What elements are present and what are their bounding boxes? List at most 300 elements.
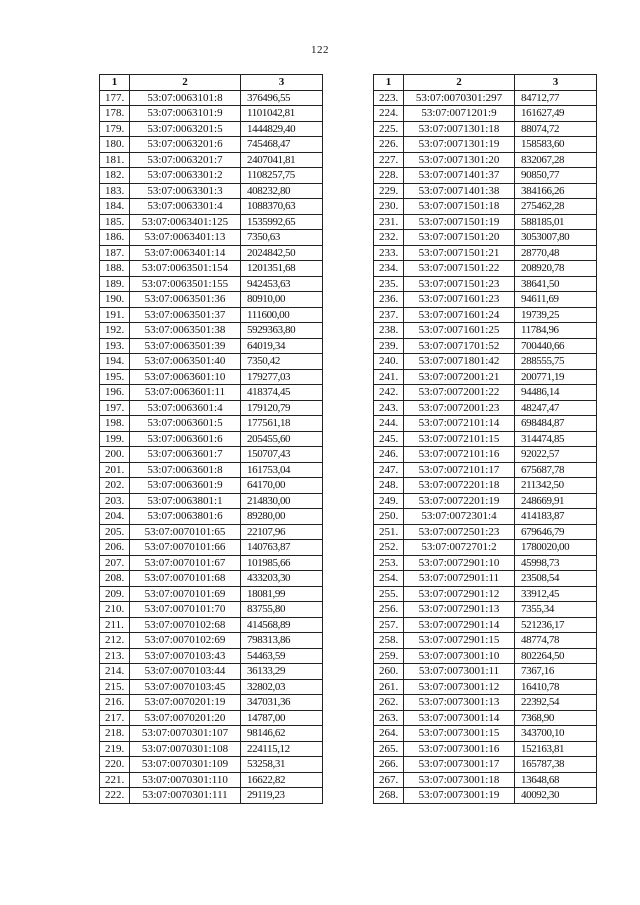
row-number: 195. <box>100 369 130 385</box>
table-row <box>100 276 323 292</box>
row-number: 264. <box>374 726 404 742</box>
value-cell: 1201351,68 <box>241 261 323 277</box>
row-number: 267. <box>374 772 404 788</box>
row-number: 262. <box>374 695 404 711</box>
cadastral-number: 53:07:0070301:111 <box>130 788 241 804</box>
table-row <box>374 385 597 401</box>
table-row <box>374 369 597 385</box>
table-row <box>374 478 597 494</box>
value-cell: 1088370,63 <box>241 199 323 215</box>
table-row <box>100 261 323 277</box>
table-row <box>100 168 323 184</box>
row-number: 254. <box>374 571 404 587</box>
row-number: 190. <box>100 292 130 308</box>
cadastral-number: 53:07:0070301:107 <box>130 726 241 742</box>
row-number: 253. <box>374 555 404 571</box>
value-cell: 343700,10 <box>515 726 597 742</box>
cadastral-number: 53:07:0071701:52 <box>404 338 515 354</box>
value-cell: 94486,14 <box>515 385 597 401</box>
table-row <box>100 447 323 463</box>
table-row <box>100 741 323 757</box>
cadastral-number: 53:07:0072901:14 <box>404 617 515 633</box>
cadastral-number: 53:07:0063101:9 <box>130 106 241 122</box>
row-number: 208. <box>100 571 130 587</box>
cadastral-number: 53:07:0070301:297 <box>404 90 515 106</box>
value-cell: 832067,28 <box>515 152 597 168</box>
value-cell: 347031,36 <box>241 695 323 711</box>
table-row <box>100 617 323 633</box>
row-number: 258. <box>374 633 404 649</box>
value-cell: 675687,78 <box>515 462 597 478</box>
row-number: 232. <box>374 230 404 246</box>
table-row <box>100 245 323 261</box>
value-cell: 98146,62 <box>241 726 323 742</box>
cadastral-number: 53:07:0073001:12 <box>404 679 515 695</box>
value-cell: 414183,87 <box>515 509 597 525</box>
cadastral-number: 53:07:0070102:69 <box>130 633 241 649</box>
cadastral-number: 53:07:0063801:6 <box>130 509 241 525</box>
cadastral-number: 53:07:0063501:154 <box>130 261 241 277</box>
value-cell: 179120,79 <box>241 400 323 416</box>
header-col-1: 1 <box>100 75 130 91</box>
value-cell: 53258,31 <box>241 757 323 773</box>
row-number: 229. <box>374 183 404 199</box>
table-row <box>100 602 323 618</box>
value-cell: 224115,12 <box>241 741 323 757</box>
cadastral-number: 53:07:0072901:12 <box>404 586 515 602</box>
cadastral-number: 53:07:0070201:19 <box>130 695 241 711</box>
cadastral-number: 53:07:0072001:23 <box>404 400 515 416</box>
table-row <box>374 106 597 122</box>
row-number: 188. <box>100 261 130 277</box>
value-cell: 418374,45 <box>241 385 323 401</box>
value-cell: 38641,50 <box>515 276 597 292</box>
cadastral-number: 53:07:0071501:19 <box>404 214 515 230</box>
value-cell: 16622,82 <box>241 772 323 788</box>
value-cell: 288555,75 <box>515 354 597 370</box>
value-cell: 588185,01 <box>515 214 597 230</box>
row-number: 203. <box>100 493 130 509</box>
row-number: 181. <box>100 152 130 168</box>
value-cell: 150707,43 <box>241 447 323 463</box>
table-row <box>374 292 597 308</box>
row-number: 178. <box>100 106 130 122</box>
table-row <box>100 400 323 416</box>
cadastral-number: 53:07:0072901:11 <box>404 571 515 587</box>
table-row <box>374 540 597 556</box>
cadastral-number: 53:07:0071201:9 <box>404 106 515 122</box>
table-row <box>100 416 323 432</box>
value-cell: 7368,90 <box>515 710 597 726</box>
row-number: 216. <box>100 695 130 711</box>
table-row <box>100 726 323 742</box>
table-row <box>100 431 323 447</box>
row-number: 184. <box>100 199 130 215</box>
cadastral-number: 53:07:0072001:21 <box>404 369 515 385</box>
value-cell: 1780020,00 <box>515 540 597 556</box>
cadastral-number: 53:07:0063601:9 <box>130 478 241 494</box>
value-cell: 7367,16 <box>515 664 597 680</box>
table-row <box>374 602 597 618</box>
table-row <box>374 261 597 277</box>
header-col-2: 2 <box>404 75 515 91</box>
row-number: 233. <box>374 245 404 261</box>
value-cell: 1108257,75 <box>241 168 323 184</box>
cadastral-number: 53:07:0071601:24 <box>404 307 515 323</box>
value-cell: 2407041,81 <box>241 152 323 168</box>
table-row <box>374 168 597 184</box>
value-cell: 33912,45 <box>515 586 597 602</box>
cadastral-number: 53:07:0063201:6 <box>130 137 241 153</box>
cadastral-number: 53:07:0063501:40 <box>130 354 241 370</box>
cadastral-number: 53:07:0063401:125 <box>130 214 241 230</box>
table-row <box>100 183 323 199</box>
table-row <box>374 493 597 509</box>
row-number: 255. <box>374 586 404 602</box>
cadastral-number: 53:07:0072101:16 <box>404 447 515 463</box>
table-row <box>100 679 323 695</box>
row-number: 237. <box>374 307 404 323</box>
row-number: 228. <box>374 168 404 184</box>
cadastral-number: 53:07:0063601:6 <box>130 431 241 447</box>
value-cell: 80910,00 <box>241 292 323 308</box>
value-cell: 29119,23 <box>241 788 323 804</box>
value-cell: 408232,80 <box>241 183 323 199</box>
table-row <box>374 152 597 168</box>
row-number: 202. <box>100 478 130 494</box>
value-cell: 48247,47 <box>515 400 597 416</box>
cadastral-number: 53:07:0063501:36 <box>130 292 241 308</box>
cadastral-number: 53:07:0063301:3 <box>130 183 241 199</box>
table-row <box>374 788 597 804</box>
cadastral-number: 53:07:0063501:38 <box>130 323 241 339</box>
row-number: 224. <box>374 106 404 122</box>
table-row <box>100 524 323 540</box>
table-row <box>100 199 323 215</box>
value-cell: 111600,00 <box>241 307 323 323</box>
page-number: 122 <box>311 44 329 56</box>
row-number: 268. <box>374 788 404 804</box>
value-cell: 275462,28 <box>515 199 597 215</box>
value-cell: 92022,57 <box>515 447 597 463</box>
value-cell: 208920,78 <box>515 261 597 277</box>
row-number: 200. <box>100 447 130 463</box>
row-number: 239. <box>374 338 404 354</box>
value-cell: 22107,96 <box>241 524 323 540</box>
value-cell: 5929363,80 <box>241 323 323 339</box>
value-cell: 679646,79 <box>515 524 597 540</box>
cadastral-number: 53:07:0063101:8 <box>130 90 241 106</box>
table-row <box>374 524 597 540</box>
cadastral-number: 53:07:0063601:10 <box>130 369 241 385</box>
cadastral-number: 53:07:0070101:70 <box>130 602 241 618</box>
value-cell: 101985,66 <box>241 555 323 571</box>
cadastral-number: 53:07:0072101:14 <box>404 416 515 432</box>
value-cell: 7350,63 <box>241 230 323 246</box>
cadastral-number: 53:07:0072201:18 <box>404 478 515 494</box>
cadastral-number: 53:07:0070101:67 <box>130 555 241 571</box>
value-cell: 16410,78 <box>515 679 597 695</box>
cadastral-number: 53:07:0072201:19 <box>404 493 515 509</box>
row-number: 245. <box>374 431 404 447</box>
cadastral-number: 53:07:0063601:4 <box>130 400 241 416</box>
row-number: 260. <box>374 664 404 680</box>
header-col-3: 3 <box>241 75 323 91</box>
value-cell: 3053007,80 <box>515 230 597 246</box>
cadastral-number: 53:07:0070102:68 <box>130 617 241 633</box>
table-row <box>374 664 597 680</box>
value-cell: 19739,25 <box>515 307 597 323</box>
row-number: 241. <box>374 369 404 385</box>
cadastral-number: 53:07:0071501:20 <box>404 230 515 246</box>
row-number: 198. <box>100 416 130 432</box>
value-cell: 13648,68 <box>515 772 597 788</box>
row-number: 265. <box>374 741 404 757</box>
row-number: 259. <box>374 648 404 664</box>
value-cell: 64019,34 <box>241 338 323 354</box>
cadastral-number: 53:07:0071301:18 <box>404 121 515 137</box>
cadastral-number: 53:07:0073001:16 <box>404 741 515 757</box>
table-row <box>374 137 597 153</box>
cadastral-number: 53:07:0071501:23 <box>404 276 515 292</box>
row-number: 194. <box>100 354 130 370</box>
cadastral-number: 53:07:0073001:18 <box>404 772 515 788</box>
table-row <box>374 462 597 478</box>
table-row <box>374 695 597 711</box>
row-number: 185. <box>100 214 130 230</box>
cadastral-number: 53:07:0072301:4 <box>404 509 515 525</box>
value-cell: 64170,00 <box>241 478 323 494</box>
row-number: 222. <box>100 788 130 804</box>
row-number: 230. <box>374 199 404 215</box>
table-row <box>100 555 323 571</box>
cadastral-number: 53:07:0073001:19 <box>404 788 515 804</box>
value-cell: 161753,04 <box>241 462 323 478</box>
value-cell: 1444829,40 <box>241 121 323 137</box>
cadastral-number: 53:07:0071301:20 <box>404 152 515 168</box>
row-number: 261. <box>374 679 404 695</box>
cadastral-number: 53:07:0073001:13 <box>404 695 515 711</box>
row-number: 186. <box>100 230 130 246</box>
row-number: 263. <box>374 710 404 726</box>
table-row <box>374 245 597 261</box>
table-row <box>374 586 597 602</box>
table-row <box>374 323 597 339</box>
table-row <box>374 633 597 649</box>
table-row <box>100 633 323 649</box>
cadastral-number: 53:07:0070101:66 <box>130 540 241 556</box>
cadastral-number: 53:07:0072701:2 <box>404 540 515 556</box>
value-cell: 211342,50 <box>515 478 597 494</box>
row-number: 244. <box>374 416 404 432</box>
value-cell: 83755,80 <box>241 602 323 618</box>
row-number: 205. <box>100 524 130 540</box>
table-row <box>374 307 597 323</box>
cadastral-number: 53:07:0072901:13 <box>404 602 515 618</box>
cadastral-number: 53:07:0070101:69 <box>130 586 241 602</box>
table-row <box>100 571 323 587</box>
table-row <box>100 137 323 153</box>
value-cell: 214830,00 <box>241 493 323 509</box>
row-number: 217. <box>100 710 130 726</box>
cadastral-number: 53:07:0073001:15 <box>404 726 515 742</box>
row-number: 251. <box>374 524 404 540</box>
table-row <box>374 555 597 571</box>
table-row <box>100 772 323 788</box>
cadastral-number: 53:07:0071301:19 <box>404 137 515 153</box>
table-row <box>374 276 597 292</box>
table-row <box>374 648 597 664</box>
cadastral-number: 53:07:0073001:11 <box>404 664 515 680</box>
value-cell: 165787,38 <box>515 757 597 773</box>
cadastral-number: 53:07:0063501:39 <box>130 338 241 354</box>
cadastral-number: 53:07:0063501:37 <box>130 307 241 323</box>
cadastral-number: 53:07:0072901:15 <box>404 633 515 649</box>
row-number: 207. <box>100 555 130 571</box>
row-number: 212. <box>100 633 130 649</box>
cadastral-number: 53:07:0073001:10 <box>404 648 515 664</box>
row-number: 193. <box>100 338 130 354</box>
cadastral-number: 53:07:0063801:1 <box>130 493 241 509</box>
value-cell: 376496,55 <box>241 90 323 106</box>
row-number: 220. <box>100 757 130 773</box>
cadastral-number: 53:07:0070103:45 <box>130 679 241 695</box>
table-row <box>374 757 597 773</box>
row-number: 210. <box>100 602 130 618</box>
value-cell: 1535992,65 <box>241 214 323 230</box>
row-number: 201. <box>100 462 130 478</box>
value-cell: 1101042,81 <box>241 106 323 122</box>
cadastral-number: 53:07:0072901:10 <box>404 555 515 571</box>
row-number: 180. <box>100 137 130 153</box>
table-row <box>100 462 323 478</box>
value-cell: 18081,99 <box>241 586 323 602</box>
value-cell: 802264,50 <box>515 648 597 664</box>
row-number: 177. <box>100 90 130 106</box>
cadastral-number: 53:07:0070103:43 <box>130 648 241 664</box>
row-number: 247. <box>374 462 404 478</box>
row-number: 235. <box>374 276 404 292</box>
value-cell: 89280,00 <box>241 509 323 525</box>
value-cell: 54463,59 <box>241 648 323 664</box>
cadastral-number: 53:07:0063201:7 <box>130 152 241 168</box>
value-cell: 700440,66 <box>515 338 597 354</box>
row-number: 213. <box>100 648 130 664</box>
row-number: 179. <box>100 121 130 137</box>
cadastral-number: 53:07:0070103:44 <box>130 664 241 680</box>
table-header-row <box>100 75 323 91</box>
row-number: 204. <box>100 509 130 525</box>
table-row <box>374 509 597 525</box>
value-cell: 11784,96 <box>515 323 597 339</box>
header-col-3: 3 <box>515 75 597 91</box>
cadastral-number: 53:07:0063601:8 <box>130 462 241 478</box>
value-cell: 32802,03 <box>241 679 323 695</box>
value-cell: 698484,87 <box>515 416 597 432</box>
table-row <box>100 493 323 509</box>
table-row <box>100 478 323 494</box>
cadastral-number: 53:07:0072101:17 <box>404 462 515 478</box>
cadastral-number: 53:07:0070101:65 <box>130 524 241 540</box>
table-row <box>100 230 323 246</box>
table-row <box>100 788 323 804</box>
row-number: 226. <box>374 137 404 153</box>
table-row <box>374 121 597 137</box>
row-number: 214. <box>100 664 130 680</box>
cadastral-number: 53:07:0070301:110 <box>130 772 241 788</box>
row-number: 227. <box>374 152 404 168</box>
table-row <box>374 416 597 432</box>
cadastral-number: 53:07:0071501:21 <box>404 245 515 261</box>
row-number: 187. <box>100 245 130 261</box>
header-col-2: 2 <box>130 75 241 91</box>
cadastral-number: 53:07:0063301:2 <box>130 168 241 184</box>
value-cell: 2024842,50 <box>241 245 323 261</box>
cadastral-number: 53:07:0063601:7 <box>130 447 241 463</box>
cadastral-number: 53:07:0071501:18 <box>404 199 515 215</box>
header-col-1: 1 <box>374 75 404 91</box>
row-number: 182. <box>100 168 130 184</box>
row-number: 209. <box>100 586 130 602</box>
value-cell: 798313,86 <box>241 633 323 649</box>
table-row <box>374 679 597 695</box>
row-number: 250. <box>374 509 404 525</box>
table-row <box>100 710 323 726</box>
cadastral-number: 53:07:0072501:23 <box>404 524 515 540</box>
cadastral-number: 53:07:0073001:17 <box>404 757 515 773</box>
value-cell: 40092,30 <box>515 788 597 804</box>
table-row <box>100 369 323 385</box>
cadastral-number: 53:07:0071801:42 <box>404 354 515 370</box>
row-number: 223. <box>374 90 404 106</box>
value-cell: 48774,78 <box>515 633 597 649</box>
row-number: 192. <box>100 323 130 339</box>
value-cell: 158583,60 <box>515 137 597 153</box>
table-row <box>100 695 323 711</box>
value-cell: 14787,00 <box>241 710 323 726</box>
row-number: 249. <box>374 493 404 509</box>
value-cell: 177561,18 <box>241 416 323 432</box>
value-cell: 521236,17 <box>515 617 597 633</box>
table-row <box>100 648 323 664</box>
cadastral-number: 53:07:0070201:20 <box>130 710 241 726</box>
table-row <box>374 400 597 416</box>
cadastral-number: 53:07:0073001:14 <box>404 710 515 726</box>
table-row <box>100 540 323 556</box>
left-table <box>99 74 323 804</box>
value-cell: 22392,54 <box>515 695 597 711</box>
table-row <box>100 90 323 106</box>
cadastral-number: 53:07:0070301:109 <box>130 757 241 773</box>
value-cell: 745468,47 <box>241 137 323 153</box>
value-cell: 28770,48 <box>515 245 597 261</box>
table-row <box>100 323 323 339</box>
row-number: 243. <box>374 400 404 416</box>
cadastral-number: 53:07:0063601:5 <box>130 416 241 432</box>
value-cell: 205455,60 <box>241 431 323 447</box>
table-row <box>374 772 597 788</box>
table-row <box>100 121 323 137</box>
value-cell: 23508,54 <box>515 571 597 587</box>
value-cell: 7350,42 <box>241 354 323 370</box>
value-cell: 942453,63 <box>241 276 323 292</box>
table-row <box>100 385 323 401</box>
row-number: 191. <box>100 307 130 323</box>
value-cell: 384166,26 <box>515 183 597 199</box>
cadastral-number: 53:07:0071601:25 <box>404 323 515 339</box>
value-cell: 45998,73 <box>515 555 597 571</box>
table-row <box>374 214 597 230</box>
